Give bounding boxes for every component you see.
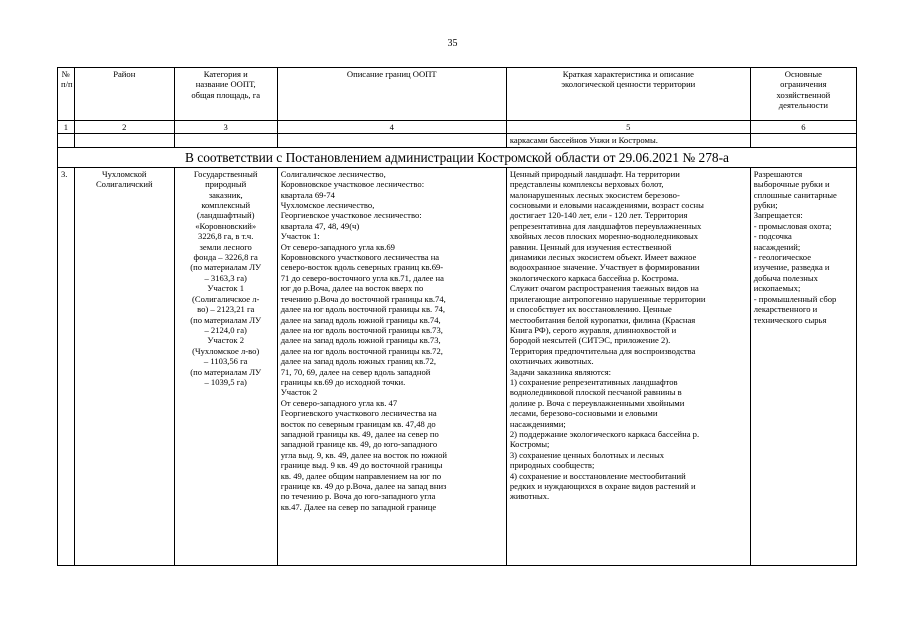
text-line: границы кв.69 до исходной точки. (280, 376, 406, 387)
text-line: репрезентативна для ландшафтов переувлажненных (509, 220, 702, 231)
text-line: далее на запад вдоль южных границ кв.72, (280, 356, 437, 367)
page-number: 35 (447, 38, 458, 49)
text-line: водноледниковой плоской песчаной равнины в (509, 387, 682, 398)
text-line: Участок 1 (207, 283, 244, 294)
text-line: земли лесного (199, 241, 252, 252)
text-line: «Коровновский» (195, 220, 257, 231)
decree-banner: В соответствии с Постановлением администрации Костромской области от 29.06.2021 № 278-а (58, 147, 857, 167)
text-line: 1) сохранение репрезентативных ландшафтов (509, 376, 678, 387)
header-category (174, 68, 277, 121)
text-line: угла выд. 9, кв. 49, далее на восток по южной (280, 449, 448, 460)
text-line: - геологическое (753, 252, 812, 263)
column-numbers-row (58, 121, 857, 134)
text-line: Территория предпочтительна для воспроизводства (509, 345, 696, 356)
text-line: 4) сохранение и восстановление местообитаний (509, 470, 686, 481)
text-line: – 2124,0 га) (204, 324, 247, 335)
text-line: лекарственного и (753, 304, 818, 315)
header-number (58, 68, 75, 121)
column-number: 5 (506, 121, 750, 134)
text-line: далее на запад вдоль южной границы кв.74, (280, 314, 441, 325)
text-line: – 3163,3 га) (204, 272, 247, 283)
text-line: Георгиевское участковое лесничество: (280, 210, 422, 221)
text-line: охотничьих животных. (509, 356, 594, 367)
text-line: течению р.Воча до восточной границы кв.74, (280, 293, 446, 304)
text-line: далее на юг вдоль восточной границы кв. 74, (280, 304, 446, 315)
column-number: 2 (74, 121, 174, 134)
column-number: 4 (277, 121, 506, 134)
text-line: Основные (784, 69, 822, 79)
district-cell (74, 167, 174, 565)
text-line: северо-восток вдоль северных границ кв.69- (280, 262, 444, 273)
text-line: природных сообществ; (509, 460, 595, 471)
text-line: Район (113, 69, 136, 79)
text-line: Разрешаются (753, 168, 803, 179)
text-line: 3226,8 га, в т.ч. (198, 231, 254, 242)
text-line: границе кв. 49 до р.Воча, далее на запад вниз (280, 481, 447, 491)
text-line: Книга РФ), серого журавля, длиннохвостой и (509, 324, 677, 335)
text-line: прилегающие антропогенно нарушенные территории (509, 293, 706, 304)
text-line: п/п (61, 79, 73, 90)
text-line: границе выд. 9 кв. 49 до восточной границы (280, 460, 443, 471)
column-number: 1 (58, 121, 75, 134)
text-line: водоохранное значение. Участвует в формировании (509, 262, 700, 273)
text-line: западной границе кв. 49, до юго-западного (280, 439, 438, 450)
column-number: 3 (174, 121, 277, 134)
text-line: Георгиевского участкового лесничества на (280, 408, 437, 419)
text-line: восток по северным границам кв. 47,48 до (280, 418, 436, 429)
text-line: Солигаличский (95, 179, 153, 190)
text-line: 71, 70, 69, далее на север вдоль западной (280, 366, 431, 377)
text-line: название ООПТ, (195, 79, 256, 90)
text-line: Запрещается: (753, 210, 803, 221)
text-line: Чухломское лесничество, (280, 200, 375, 211)
text-line: изучение, разведка и (753, 262, 830, 273)
text-line: животных. (509, 491, 550, 502)
text-line: Костромы; (509, 439, 550, 450)
text-line: редких и нуждающихся в охране видов растений и (509, 481, 696, 491)
text-line: квартала 47, 48, 49(ч) (280, 220, 360, 231)
text-line: № (61, 69, 70, 79)
text-line: кв. 49, далее общим направлением на юг по (280, 470, 442, 481)
text-line: технического сырья (753, 314, 827, 325)
text-line: (по материалам ЛУ (190, 366, 262, 377)
text-line: - промышленный сбор (753, 293, 837, 304)
text-line: - подсочка (753, 231, 792, 242)
text-line: Служит очагом распространения таежных видов на (509, 283, 699, 294)
text-line: Ценный природный ландшафт. На территории (509, 168, 680, 179)
text-line: Категория и (203, 69, 248, 79)
text-line: Чухломской (102, 168, 147, 179)
text-line: (ландшафтный) (196, 210, 255, 221)
text-line: Участок 2 (207, 335, 244, 346)
category-cell (174, 167, 277, 565)
text-line: малонарушенных лесных экосистем березово- (509, 189, 680, 200)
text-line: сосновыми и еловыми насаждениями, возраст сосны (509, 200, 704, 211)
text-line: лесами, березово-сосновыми и еловыми (509, 408, 658, 419)
continuation-row (58, 134, 857, 147)
table-row (58, 167, 857, 565)
text-line: экологической ценности территории (561, 79, 696, 90)
text-line: Задачи заказника являются: (509, 366, 612, 377)
text-line: долине р. Воча с переувлажненными хвойными (509, 397, 685, 408)
text-line: сплошные санитарные (753, 189, 837, 200)
text-line: насаждений; (753, 241, 801, 252)
text-line: кв.47. Далее на север по западной границе (280, 501, 437, 512)
text-line: От северо-западного угла кв.69 (280, 241, 395, 252)
text-line: динамики лесных экосистем объект. Имеет важное (509, 252, 697, 263)
text-line: западной границы кв. 49, далее на север по (280, 428, 439, 439)
text-line: (Чухломское л-во) (192, 345, 260, 356)
header-characteristics (506, 68, 750, 121)
text-line: – 1039,5 га) (204, 376, 247, 387)
text-line: рубки; (753, 200, 778, 211)
text-line: комплексный (201, 200, 251, 211)
column-number: 6 (750, 121, 856, 134)
text-line: Государственный (193, 168, 258, 179)
header-boundaries (277, 68, 506, 121)
text-line: по течению р. Воча до юго-западного угла (280, 491, 436, 502)
text-line: – 1103,56 га (203, 356, 248, 367)
text-line: Краткая характеристика и описание (562, 69, 694, 79)
text-line: заказник, (208, 189, 243, 200)
text-line: - промысловая охота; (753, 220, 832, 231)
text-line: насаждениями; (509, 418, 566, 429)
text-line: Коровновское участковое лесничество: (280, 179, 425, 190)
text-line: местообитания белой куропатки, филина (Красная (509, 314, 696, 325)
text-line: добыча полезных (753, 272, 818, 283)
text-line: далее на запад вдоль южной границы кв.73, (280, 335, 441, 346)
text-line: выборочные рубки и (753, 179, 830, 190)
text-line: Солигаличское лесничество, (280, 168, 386, 179)
header-restrictions (750, 68, 856, 121)
text-line: От северо-западного угла кв. 47 (280, 397, 398, 408)
protected-areas-table (57, 67, 857, 566)
text-line: представлены комплексы верховых болот, (509, 179, 664, 190)
text-line: общая площадь, га (191, 89, 261, 100)
text-line: Участок 2 (280, 387, 318, 398)
boundaries-cell (277, 167, 506, 565)
decree-banner-row (58, 147, 857, 167)
text-line: хвойных лесов плоских моренно-водноледниковых (509, 231, 699, 242)
text-line: экологического каркаса бассейна р. Кострома. (509, 272, 679, 283)
text-line: квартала 69-74 (280, 189, 335, 200)
text-line: далее на юг вдоль восточной границы кв.72, (280, 345, 443, 356)
text-line: Коровновского участкового лесничества на (280, 252, 440, 263)
text-line: равнин. Ценный для изучения естественной (509, 241, 672, 252)
text-line: (Солигаличское л- (192, 293, 260, 304)
text-line: (по материалам ЛУ (190, 314, 262, 325)
text-line: хозяйственной (776, 89, 831, 100)
text-line: ископаемых; (753, 283, 801, 294)
characteristics-cell (506, 167, 750, 565)
text-line: во) – 2123,21 га (197, 304, 255, 315)
text-line: далее на юг вдоль восточной границы кв.73, (280, 324, 443, 335)
text-line: Описание границ ООПТ (346, 69, 437, 79)
text-line: 2) поддержание экологического каркаса бассейна р. (509, 428, 700, 439)
table-header-row (58, 68, 857, 121)
text-line: бородой неясытей (СИТЭС, приложение 2). (509, 335, 671, 346)
text-line: (по материалам ЛУ (190, 262, 262, 273)
row-number: 3. (58, 167, 75, 565)
continuation-text: каркасами бассейнов Унжи и Костромы. (506, 134, 750, 147)
text-line: ограничения (780, 79, 827, 90)
text-line: 3) сохранение ценных болотных и лесных (509, 449, 665, 460)
text-line: Участок 1: (280, 231, 320, 242)
text-line: деятельности (778, 100, 828, 111)
text-line: фонда – 3226,8 га (193, 252, 258, 263)
text-line: 71 до северо-восточного угла кв.71, далее на (280, 272, 444, 283)
text-line: юг до р.Воча, далее на восток вверх по (280, 283, 424, 294)
header-district (74, 68, 174, 121)
text-line: достигает 120-140 лет, ели - 120 лет. Территория (509, 210, 688, 221)
text-line: и способствует их восстановлению. Ценные (509, 304, 672, 315)
text-line: природный (205, 179, 247, 190)
restrictions-cell (750, 167, 856, 565)
